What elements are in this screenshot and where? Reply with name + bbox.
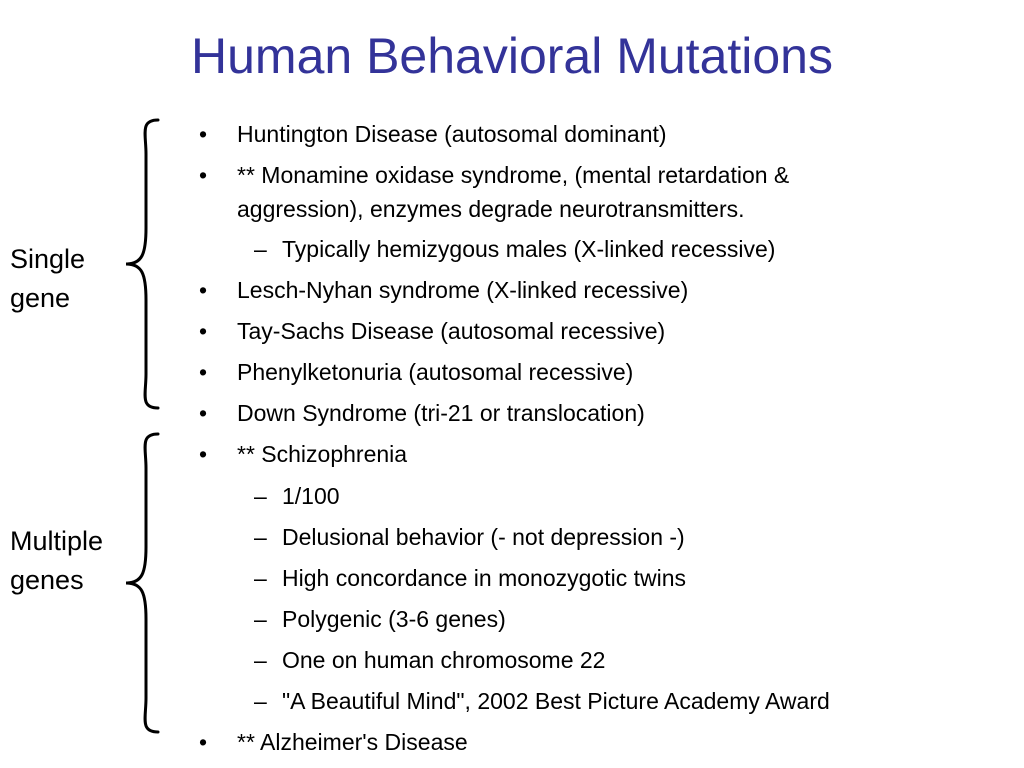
- bullet-marker: •: [199, 162, 208, 188]
- sub-bullet-marker: –: [254, 688, 267, 714]
- sub-bullet-item: [254, 684, 830, 718]
- sub-bullet-text: Typically hemizygous males (X-linked recessive): [282, 236, 776, 262]
- bullet-marker: •: [199, 318, 208, 344]
- bullet-text: Tay-Sachs Disease (autosomal recessive): [237, 318, 666, 344]
- bullet-marker: •: [199, 441, 208, 467]
- bullet-item: [199, 158, 790, 192]
- bullet-item: [199, 725, 468, 759]
- sub-bullet-text: "A Beautiful Mind", 2002 Best Picture Academy Award: [282, 688, 830, 714]
- slide-title: Human Behavioral Mutations: [191, 28, 833, 84]
- bullet-text: Phenylketonuria (autosomal recessive): [237, 359, 634, 385]
- bullet-item: [199, 273, 689, 307]
- sub-bullet-item: [254, 561, 686, 595]
- sub-bullet-marker: –: [254, 565, 267, 591]
- bullet-text: ** Schizophrenia: [237, 441, 408, 467]
- sub-bullet-marker: –: [254, 606, 267, 632]
- sub-bullet-marker: –: [254, 524, 267, 550]
- group-label-line: Single: [10, 244, 86, 274]
- sub-bullet-marker: –: [254, 483, 267, 509]
- bullet-marker: •: [199, 277, 208, 303]
- group-label-line: gene: [10, 283, 71, 313]
- sub-bullet-marker: –: [254, 236, 267, 262]
- sub-bullet-text: Polygenic (3-6 genes): [282, 606, 506, 632]
- bullet-marker: •: [199, 121, 208, 147]
- sub-bullet-item: [254, 602, 506, 636]
- bullet-item: [199, 396, 645, 430]
- bullet-text: Lesch-Nyhan syndrome (X-linked recessive): [237, 277, 689, 303]
- bullet-item: [199, 314, 666, 348]
- bullet-text: ** Alzheimer's Disease: [237, 729, 468, 755]
- bullet-text: Down Syndrome (tri-21 or translocation): [237, 400, 645, 426]
- bullet-text: aggression), enzymes degrade neurotransmitters.: [237, 196, 745, 222]
- group-label-line: Multiple: [10, 526, 104, 556]
- sub-bullet-marker: –: [254, 647, 267, 673]
- bullet-continuation: [237, 192, 745, 226]
- sub-bullet-item: [254, 479, 340, 513]
- group-label-line: genes: [10, 565, 84, 595]
- sub-bullet-item: [254, 643, 606, 677]
- sub-bullet-item: [254, 520, 685, 554]
- sub-bullet-text: 1/100: [282, 483, 340, 509]
- bullet-item: [199, 117, 667, 151]
- bullet-item: [199, 355, 634, 389]
- sub-bullet-item: [254, 232, 776, 266]
- bullet-text: ** Monamine oxidase syndrome, (mental retardation &: [237, 162, 790, 188]
- bullet-marker: •: [199, 729, 208, 755]
- bullet-marker: •: [199, 400, 208, 426]
- bullet-item: [199, 437, 408, 471]
- bullet-marker: •: [199, 359, 208, 385]
- sub-bullet-text: One on human chromosome 22: [282, 647, 606, 673]
- sub-bullet-text: High concordance in monozygotic twins: [282, 565, 686, 591]
- bullet-text: Huntington Disease (autosomal dominant): [237, 121, 667, 147]
- sub-bullet-text: Delusional behavior (- not depression -): [282, 524, 685, 550]
